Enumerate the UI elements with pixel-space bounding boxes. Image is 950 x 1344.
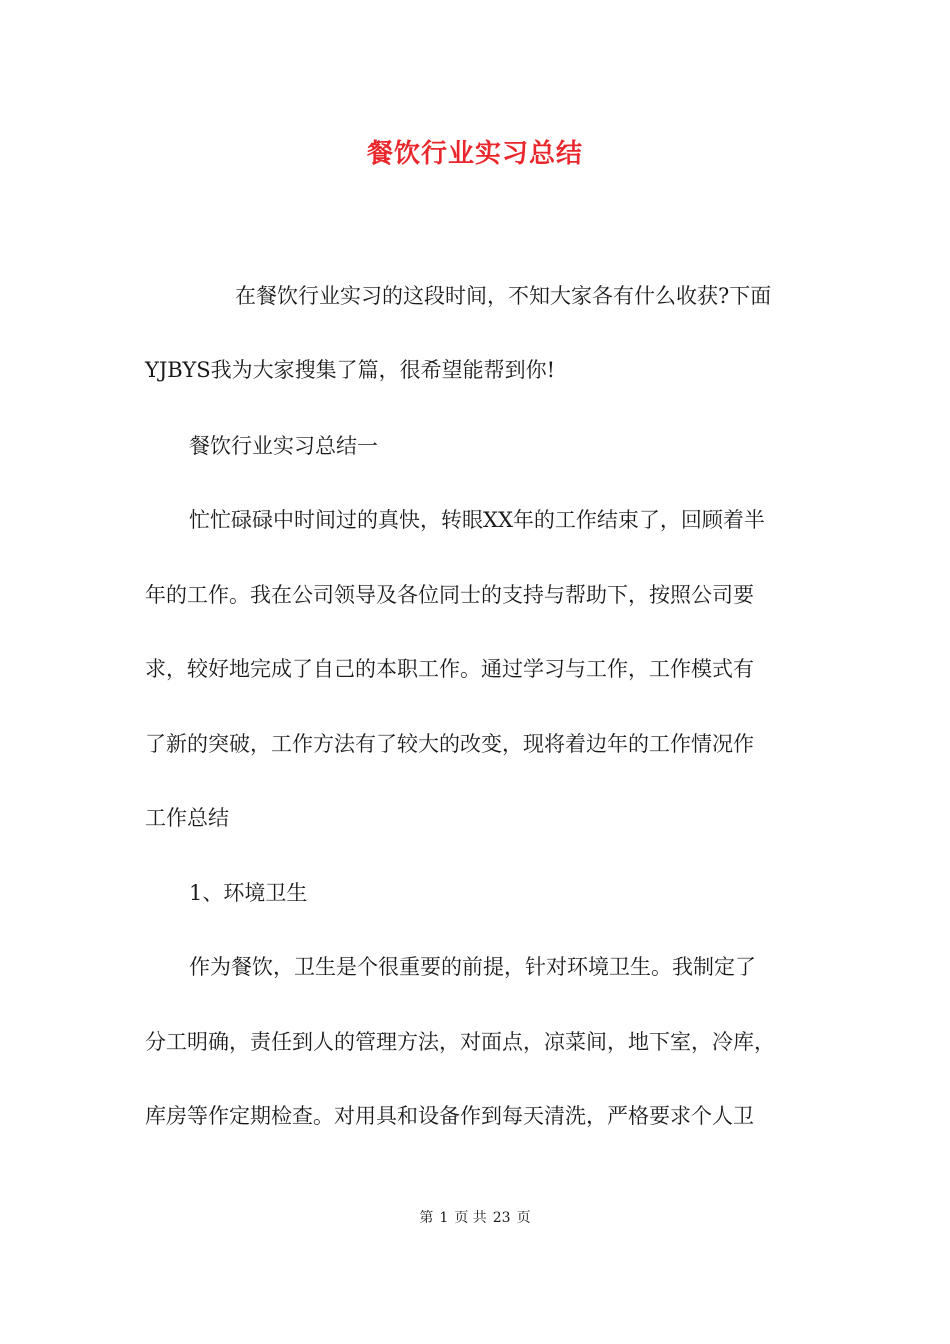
paragraph-line: 忙忙碌碌中时间过的真快，转眼XX年的工作结束了，回顾着半: [189, 508, 765, 532]
paragraph-line: 库房等作定期检查。对用具和设备作到每天清洗，严格要求个人卫: [145, 1104, 754, 1128]
paragraph-line: YJBYS我为大家搜集了篇，很希望能帮到你!: [145, 358, 556, 382]
footer-mid: 页 共: [454, 1210, 487, 1226]
paragraph-line: 作为餐饮，卫生是个很重要的前提，针对环境卫生。我制定了: [189, 955, 756, 979]
section-heading: 餐饮行业实习总结一: [189, 434, 378, 458]
document-title: 餐饮行业实习总结: [366, 139, 583, 169]
paragraph-line: 求，较好地完成了自己的本职工作。通过学习与工作，工作模式有: [145, 657, 754, 681]
paragraph-line: 在餐饮行业实习的这段时间，不知大家各有什么收获?下面: [235, 284, 772, 308]
paragraph-line: 了新的突破，工作方法有了较大的改变，现将着边年的工作情况作: [145, 732, 754, 756]
footer-suffix: 页: [516, 1210, 531, 1226]
footer-current-page: 1: [439, 1210, 449, 1226]
footer-total-pages: 23: [492, 1210, 511, 1226]
page-footer: [0, 1208, 950, 1228]
section-heading: 1、环境卫生: [189, 881, 308, 905]
paragraph-line: 年的工作。我在公司领导及各位同士的支持与帮助下，按照公司要: [145, 583, 754, 607]
footer-prefix: 第: [419, 1210, 434, 1226]
paragraph-line: 分工明确，责任到人的管理方法，对面点，凉菜间，地下室，冷库，: [145, 1030, 775, 1054]
paragraph-line: 工作总结: [145, 806, 229, 830]
